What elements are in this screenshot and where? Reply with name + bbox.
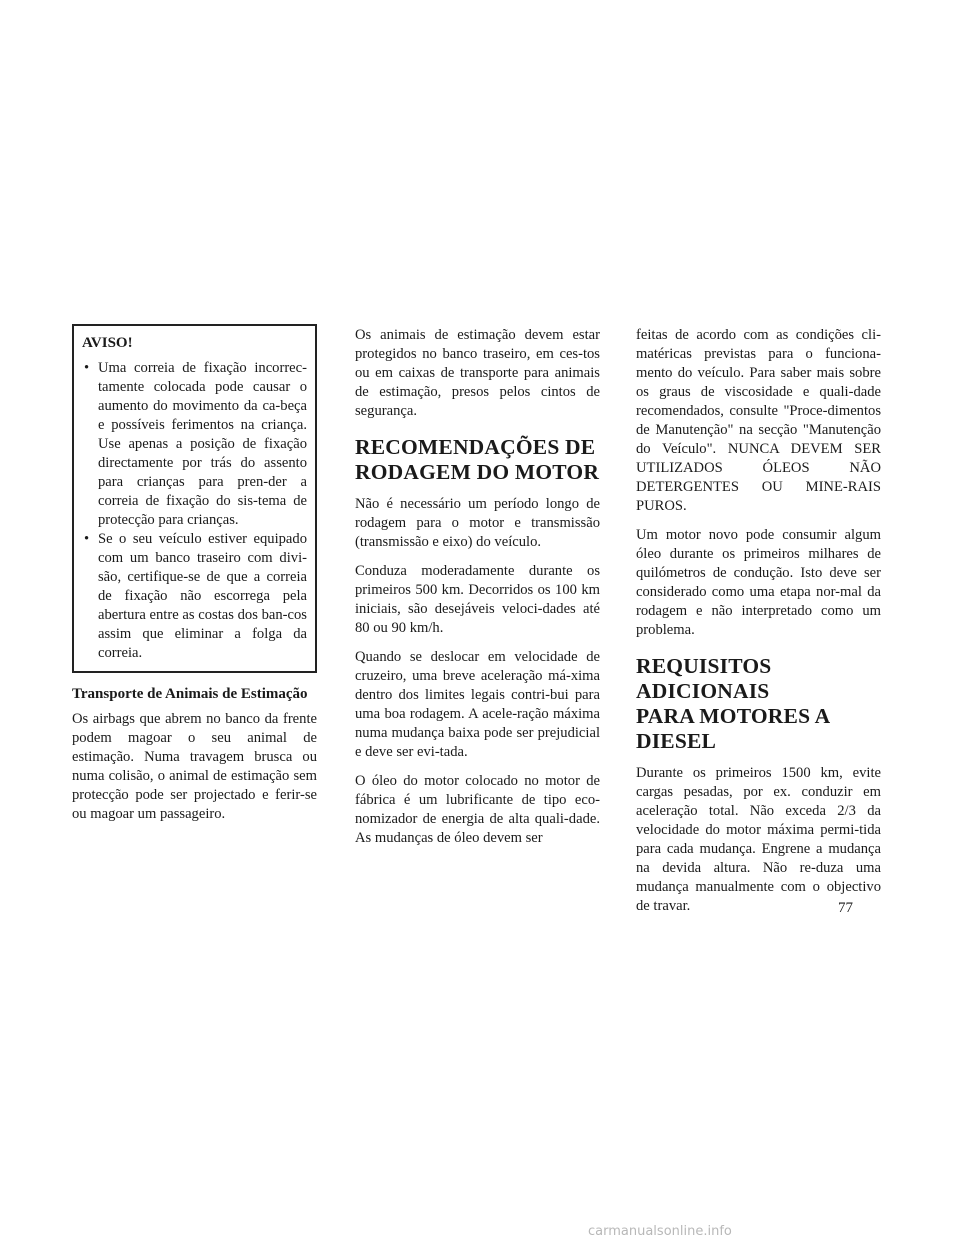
column-middle (355, 326, 600, 858)
heading-line: REQUISITOS ADICIONAIS (636, 654, 772, 703)
heading-line: RECOMENDAÇÕES DE (355, 435, 596, 459)
column-left (72, 328, 317, 834)
paragraph: O óleo do motor colocado no motor de fábrica é um lubrificante de tipo eco-nomizador de energia de alta quali-dade. As mudanças de óleo devem ser (355, 773, 600, 846)
heading-line: PARA MOTORES A DIESEL (636, 704, 830, 753)
paragraph: Os airbags que abrem no banco da frente podem magoar o seu animal de estimação. Numa travagem brusca ou numa colisão, o animal de estimação sem protecção pode ser projectado e ferir-se ou magoar um passageiro. (72, 711, 317, 822)
column-right (636, 326, 881, 926)
warning-box (72, 324, 317, 673)
section-subheading: Transporte de Animais de Estimação (72, 686, 308, 702)
warning-list (82, 359, 307, 663)
paragraph: Os animais de estimação devem estar protegidos no banco traseiro, em ces-tos ou em caixas de transporte para animais de estimação, presos pelos cintos de segurança. (355, 327, 600, 419)
paragraph: Um motor novo pode consumir algum óleo durante os primeiros milhares de quilómetros de condução. Isto deve ser considerado como uma etapa nor-mal da rodagem e não interpretado como um problema. (636, 527, 881, 638)
paragraph: Não é necessário um período longo de rodagem para o motor e transmissão (transmissão e eixo) do veículo. (355, 496, 600, 550)
section-heading (355, 435, 600, 485)
page-number: 77 (838, 900, 853, 916)
paragraph: Durante os primeiros 1500 km, evite cargas pesadas, por ex. conduzir em aceleração total. Não exceda 2/3 da velocidade do motor máxima permi-tida para cada mudança. Engrene a mudança na devida altura. Não re-duza uma mudança manualmente com o objectivo de travar. (636, 765, 881, 914)
warning-item: • Se o seu veículo estiver equipado com um banco traseiro com divi-são, certifique-se de que a correia de fixação não escorrega pela abertura entre as costas dos ban-cos assim que eliminar a folga da correia. (82, 530, 307, 663)
section-heading (636, 654, 881, 754)
watermark: carmanualsonline.info (588, 1224, 732, 1239)
warning-item: • Uma correia de fixação incorrec-tamente colocada pode causar o aumento do movimento da ca-beça e possíveis ferimentos na criança. Use apenas a posição de fixação directamente por trás do assento para crianças para pren-der a correia de fixação do sis-tema de protecção para crianças. (82, 359, 307, 530)
paragraph: Quando se deslocar em velocidade de cruzeiro, uma breve aceleração má-xima dentro dos limites legais contri-bui para uma boa rodagem. A acele-ração máxima numa mudança baixa pode ser prejudicial e deve ser evi-tada. (355, 649, 600, 760)
heading-line: RODAGEM DO MOTOR (355, 460, 600, 484)
paragraph: feitas de acordo com as condições cli-matéricas previstas para o funciona-mento do veículo. Para saber mais sobre os graus de viscosidade e quali-dade recomendados, consulte "Proce-dimentos de Manutenção" na secção "Manutenção do Veículo". NUNCA DEVEM SER UTILIZADOS ÓLEOS NÃO DETERGENTES OU MINE-RAIS PUROS. (636, 327, 881, 514)
warning-title: AVISO! (82, 335, 133, 351)
paragraph: Conduza moderadamente durante os primeiros 500 km. Decorridos os 100 km iniciais, são desejáveis veloci-dades até 80 ou 90 km/h. (355, 563, 600, 636)
